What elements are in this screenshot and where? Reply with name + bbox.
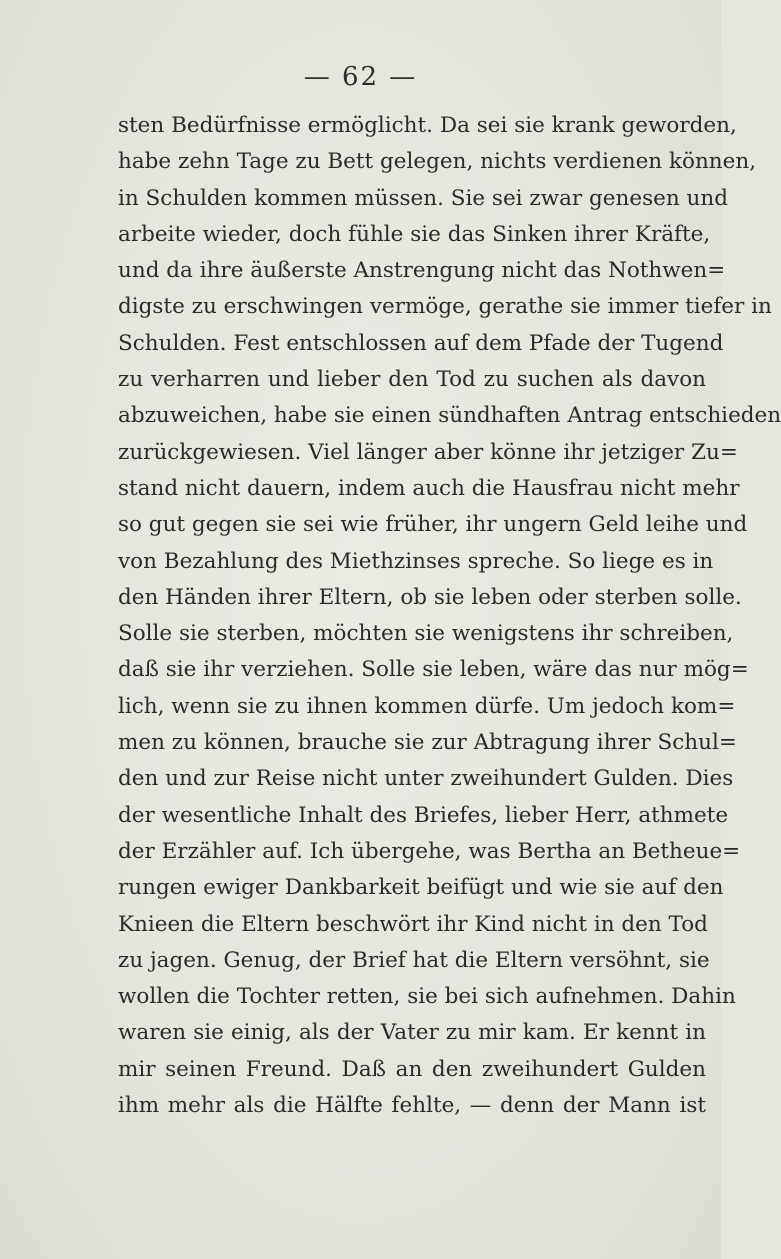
text-line: habe zehn Tage zu Bett gelegen, nichts verdienen können, [118,149,757,175]
text-line: Solle sie sterben, möchten sie wenigstens ihr schreiben, [118,621,734,647]
page-number: — 62 — [303,62,418,92]
body-text [118,108,781,1124]
text-line: digste zu erschwingen vermöge, gerathe sie immer tiefer in [118,294,772,320]
text-line: Knieen die Eltern beschwört ihr Kind nicht in den Tod [118,911,708,937]
text-line: der wesentliche Inhalt des Briefes, lieber Herr, athmete [118,802,729,828]
text-line: zu verharren und lieber den Tod zu suchen als davon [118,367,706,393]
text-line: den und zur Reise nicht unter zweihundert Gulden. Dies [118,766,734,792]
text-line: stand nicht dauern, indem auch die Hausfrau nicht mehr [118,475,740,501]
text-line: Schulden. Fest entschlossen auf dem Pfade der Tugend [118,330,724,356]
text-line: arbeite wieder, doch fühle sie das Sinken ihrer Kräfte, [118,221,711,247]
text-line: wollen die Tochter retten, sie bei sich aufnehmen. Dahin [118,984,736,1010]
text-line: von Bezahlung des Miethzinses spreche. So liege es in [118,548,714,574]
text-line: daß sie ihr verziehen. Solle sie leben, wäre das nur mög= [118,657,749,683]
text-line: men zu können, brauche sie zur Abtragung ihrer Schul= [118,730,737,756]
text-line: der Erzähler auf. Ich übergehe, was Bertha an Betheue= [118,838,741,864]
text-line: den Händen ihrer Eltern, ob sie leben oder sterben solle. [118,584,742,610]
text-line: ihm mehr als die Hälfte fehlte, — denn der Mann ist [118,1093,706,1119]
text-line: mir seinen Freund. Daß an den zweihundert Gulden [118,1056,706,1082]
text-line: und da ihre äußerste Anstrengung nicht das Nothwen= [118,258,726,284]
text-line: waren sie einig, als der Vater zu mir kam. Er kennt in [118,1020,706,1046]
text-line: so gut gegen sie sei wie früher, ihr ungern Geld leihe und [118,512,748,538]
text-line: zu jagen. Genug, der Brief hat die Eltern versöhnt, sie [118,947,710,973]
text-line: in Schulden kommen müssen. Sie sei zwar genesen und [118,185,728,211]
text-line: abzuweichen, habe sie einen sündhaften Antrag entschieden [118,403,781,429]
text-line: rungen ewiger Dankbarkeit beifügt und wie sie auf den [118,875,724,901]
text-line: sten Bedürfnisse ermöglicht. Da sei sie krank geworden, [118,113,737,138]
text-line: zurückgewiesen. Viel länger aber könne ihr jetziger Zu= [118,439,738,465]
text-line: lich, wenn sie zu ihnen kommen dürfe. Um jedoch kom= [118,693,736,719]
